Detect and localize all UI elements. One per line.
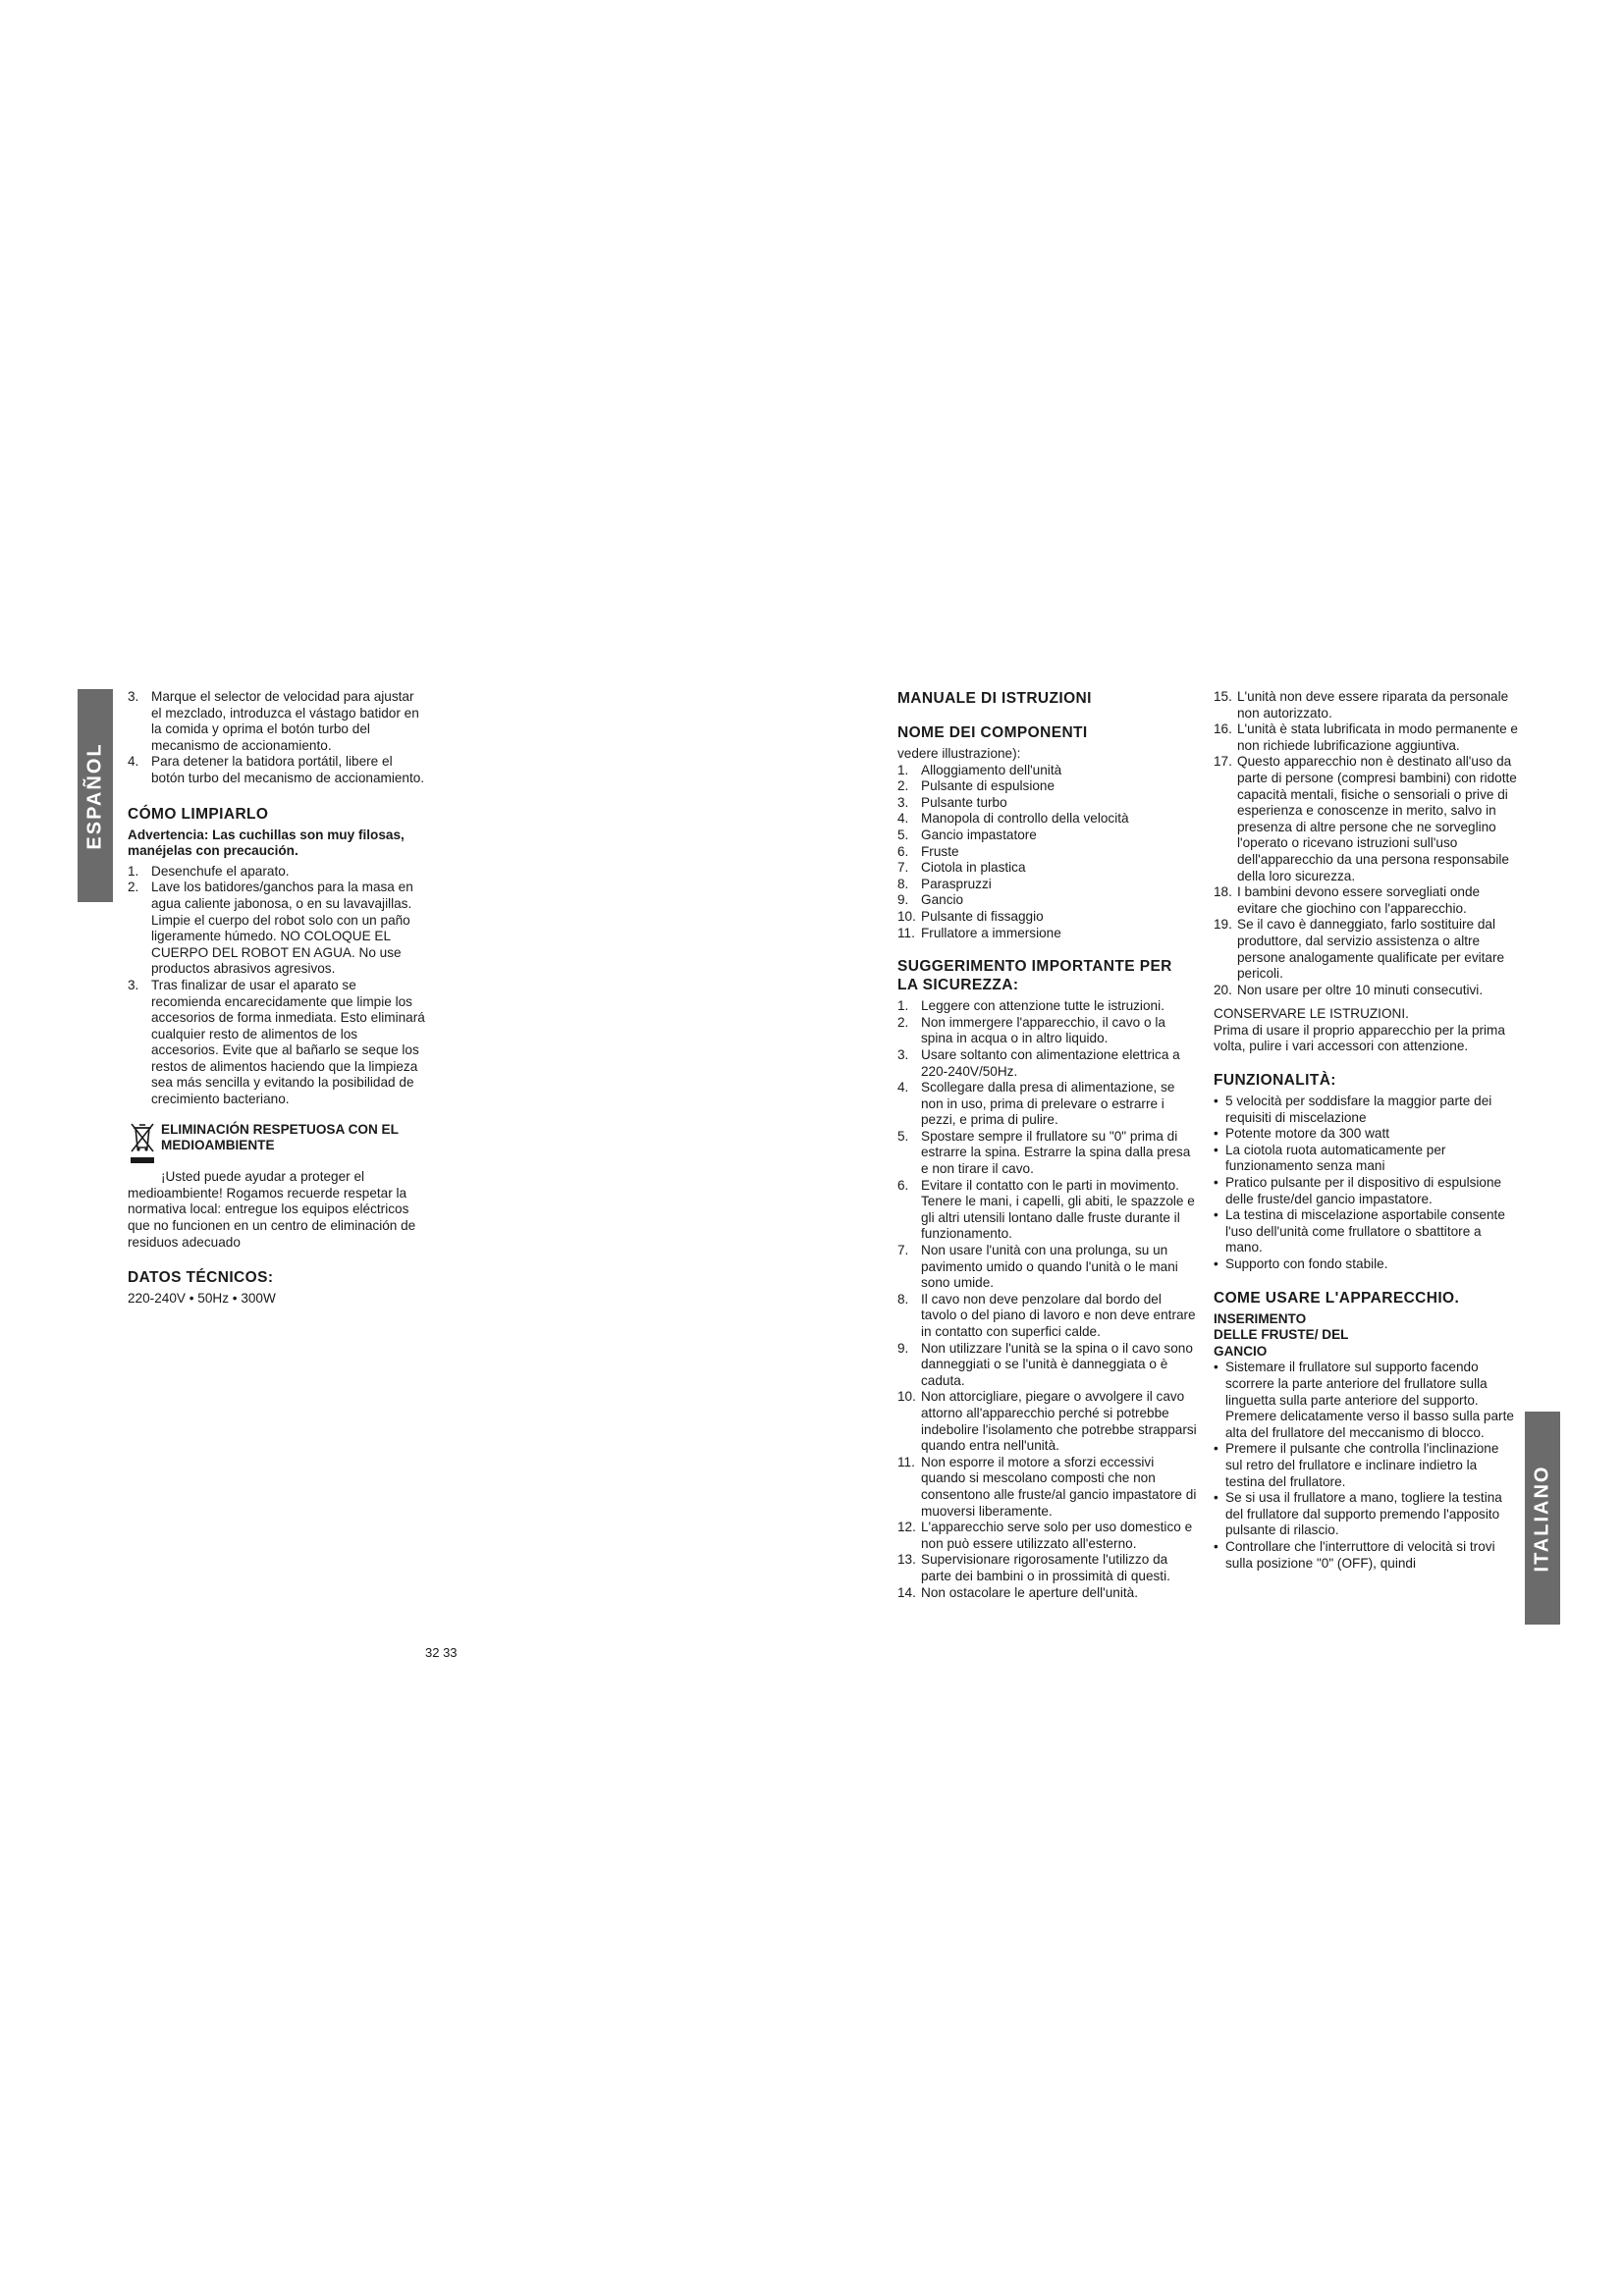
it-components-heading: NOME DEI COMPONENTI bbox=[897, 724, 1088, 741]
list-item: 1. Alloggiamento dell'unità bbox=[897, 762, 1062, 777]
list-item: 3. Marque el selector de velocidad para ajustar el mezclado, introduzca el vástago batidor en la comida y oprima el botón turbo del mecanismo de accionamiento. bbox=[128, 689, 419, 753]
list-item: 16. L'unità è stata lubrificata in modo permanente e non richiede lubrificazione aggiuntiva. bbox=[1214, 721, 1518, 753]
list-item: 5. Gancio impastatore bbox=[897, 827, 1037, 842]
list-item: • 5 velocità per soddisfare la maggior parte dei requisiti di miscelazione bbox=[1214, 1094, 1492, 1125]
es-clean-warning: Advertencia: Las cuchillas son muy filosas, manéjelas con precaución. bbox=[128, 827, 405, 859]
spanish-column bbox=[128, 689, 427, 1308]
list-item: 9. Non utilizzare l'unità se la spina o il cavo sono danneggiati o se l'unità è danneggiata o è caduta. bbox=[897, 1340, 1193, 1388]
it-safety-list-continued bbox=[1214, 689, 1518, 998]
it-safety-list bbox=[897, 998, 1197, 1601]
es-environment-text: ¡Usted puede ayudar a proteger el medioambiente! Rogamos recuerde respetar la normativa local: entregue los equipos eléctricos que no funcionen en un centro de eliminación de residuos adecuado bbox=[128, 1169, 416, 1250]
es-clean-heading: CÓMO LIMPIARLO bbox=[128, 805, 269, 823]
list-item: 4. Scollegare dalla presa di alimentazione, se non in uso, prima di prelevare o estrarre i pezzi, e prima di pulire. bbox=[897, 1080, 1175, 1128]
it-features-list bbox=[1214, 1094, 1518, 1273]
list-item: 7. Non usare l'unità con una prolunga, su un pavimento umido o quando l'unità o le mani sono umide. bbox=[897, 1243, 1178, 1291]
it-keep-text: Prima di usare il proprio apparecchio per la prima volta, pulire i vari accessori con attenzione. bbox=[1214, 1022, 1505, 1054]
list-item: 3. Tras finalizar de usar el aparato se recomienda encarecidamente que limpie los accesorios de forma inmediata. Esto eliminará cualquier resto de alimentos de los accesorios. Evite que al bañarlo se seque los restos de alimentos haciendo que la limpieza sea más sencilla y evitando la posibilidad de crecimiento bacteriano. bbox=[128, 977, 425, 1107]
list-item: 11. Frullatore a immersione bbox=[897, 925, 1061, 940]
list-item: 13. Supervisionare rigorosamente l'utilizzo da parte dei bambini o in prossimità di questi. bbox=[897, 1552, 1170, 1583]
es-environment-block bbox=[128, 1122, 427, 1170]
list-item: 3. Pulsante turbo bbox=[897, 794, 1007, 810]
list-item: 1. Desenchufe el aparato. bbox=[128, 863, 290, 879]
list-item: • Se si usa il frullatore a mano, togliere la testina del frullatore dal supporto premendo l'apposito pulsante di rilascio. bbox=[1214, 1490, 1502, 1538]
it-insert-list bbox=[1214, 1360, 1518, 1572]
list-item: 2. Lave los batidores/ganchos para la masa en agua caliente jabonosa, o en su lavavajillas. Limpie el cuerpo del robot solo con un paño ligeramente húmedo. NO COLOQUE EL CUERPO DEL ROBOT EN AGUA. No use productos abrasivos agresivos. bbox=[128, 880, 413, 977]
it-use-heading: COME USARE L'APPARECCHIO. bbox=[1214, 1289, 1460, 1307]
es-clean-list bbox=[128, 864, 427, 1108]
list-item: 12. L'apparecchio serve solo per uso domestico e non può essere utilizzato all'esterno. bbox=[897, 1520, 1193, 1551]
list-item: 6. Fruste bbox=[897, 843, 959, 859]
list-item: 2. Pulsante di espulsione bbox=[897, 778, 1056, 794]
list-item: 17. Questo apparecchio non è destinato all'uso da parte di persone (compresi bambini) con ridotte capacità mentali, fisiche o sensoriali o prive di esperienza e conoscenze in merito, salvo in presenza di altre persone che ne sorveglino l'operato o ricevano istruzioni sull'uso dell'apparecchio da una persona responsabile della loro sicurezza. bbox=[1214, 754, 1517, 883]
list-item: 2. Non immergere l'apparecchio, il cavo o la spina in acqua o in altro liquido. bbox=[897, 1014, 1165, 1046]
list-item: 19. Se il cavo è danneggiato, farlo sostituire dal produttore, dal servizio assistenza o altre persone analogamente qualificate per evitare pericoli. bbox=[1214, 917, 1505, 982]
it-features-heading: FUNZIONALITÀ: bbox=[1214, 1072, 1336, 1090]
list-item: 10. Non attorcigliare, piegare o avvolgere il cavo attorno all'apparecchio perché si potrebbe indebolire l'isolamento che potrebbe strapparsi quando entra nell'unità. bbox=[897, 1389, 1197, 1454]
list-item: 7. Ciotola in plastica bbox=[897, 860, 1026, 876]
list-item: 14. Non ostacolare le aperture dell'unità. bbox=[897, 1584, 1138, 1600]
page-numbers: 32 33 bbox=[425, 1645, 458, 1660]
italian-column-2 bbox=[1214, 689, 1518, 1572]
list-item: 8. Il cavo non deve penzolare dal bordo del tavolo o del piano di lavoro e non deve entrare in contatto con superfici calde. bbox=[897, 1291, 1196, 1339]
list-item: • Sistemare il frullatore sul supporto facendo scorrere la parte anteriore del frullatore sulla linguetta sulla parte anteriore del supporto. Premere delicatamente verso il basso sulla parte alta del frullatore del meccanismo di blocco. bbox=[1214, 1360, 1514, 1440]
it-keep-instructions: CONSERVARE LE ISTRUZIONI. bbox=[1214, 1006, 1409, 1022]
list-item: • La ciotola ruota automaticamente per funzionamento senza mani bbox=[1214, 1142, 1446, 1174]
it-components-intro: vedere illustrazione): bbox=[897, 746, 1021, 761]
it-insert-heading: INSERIMENTO DELLE FRUSTE/ DEL GANCIO bbox=[1214, 1310, 1349, 1359]
list-item: 11. Non esporre il motore a sforzi eccessivi quando si mescolano composti che non consentono alle fruste/al gancio impastatore di muoversi liberamente. bbox=[897, 1454, 1197, 1519]
it-manual-heading: MANUALE DI ISTRUZIONI bbox=[897, 690, 1092, 707]
list-item: • Premere il pulsante che controlla l'inclinazione sul retro del frullatore e inclinare indietro la testina del frullatore. bbox=[1214, 1441, 1499, 1489]
es-tech-heading: DATOS TÉCNICOS: bbox=[128, 1269, 274, 1287]
section-tab-italiano bbox=[1525, 1412, 1560, 1625]
list-item: 8. Paraspruzzi bbox=[897, 876, 992, 891]
list-item: 10. Pulsante di fissaggio bbox=[897, 908, 1044, 924]
list-item: • Potente motore da 300 watt bbox=[1214, 1126, 1390, 1142]
list-item: 20. Non usare per oltre 10 minuti consecutivi. bbox=[1214, 982, 1484, 997]
list-item: 15. L'unità non deve essere riparata da personale non autorizzato. bbox=[1214, 689, 1509, 721]
list-item: • Supporto con fondo stabile. bbox=[1214, 1256, 1388, 1271]
list-item: 18. I bambini devono essere sorvegliati onde evitare che giochino con l'apparecchio. bbox=[1214, 884, 1481, 916]
list-item: 4. Para detener la batidora portátil, libere el botón turbo del mecanismo de accionamiento. bbox=[128, 754, 425, 785]
es-intro-list bbox=[128, 689, 427, 787]
section-tab-label: ITALIANO bbox=[1531, 1465, 1553, 1572]
section-tab-espanol bbox=[78, 689, 113, 902]
es-environment-heading: ELIMINACIÓN RESPETUOSA CON EL MEDIOAMBIENTE bbox=[161, 1121, 399, 1153]
list-item: 9. Gancio bbox=[897, 892, 964, 908]
list-item: 1. Leggere con attenzione tutte le istruzioni. bbox=[897, 998, 1164, 1014]
it-safety-heading: SUGGERIMENTO IMPORTANTE PER LA SICUREZZA: bbox=[897, 958, 1172, 994]
list-item: 5. Spostare sempre il frullatore su "0" prima di estrarre la spina. Estrarre la spina dalla presa e non tirare il cavo. bbox=[897, 1128, 1191, 1177]
section-tab-label: ESPAÑOL bbox=[83, 741, 106, 850]
es-tech-specs: 220-240V • 50Hz • 300W bbox=[128, 1291, 276, 1307]
list-item: 6. Evitare il contatto con le parti in movimento. Tenere le mani, i capelli, gli abiti, le spazzole e gli altri utensili lontano dalle fruste durante il funzionamento. bbox=[897, 1177, 1195, 1242]
list-item: 3. Usare soltanto con alimentazione elettrica a 220-240V/50Hz. bbox=[897, 1046, 1180, 1079]
list-item: • La testina di miscelazione asportabile consente l'uso dell'unità come frullatore o sbattitore a mano. bbox=[1214, 1207, 1505, 1255]
list-item: 4. Manopola di controllo della velocità bbox=[897, 811, 1129, 827]
it-components-list bbox=[897, 763, 1197, 942]
list-item: • Controllare che l'interruttore di velocità si trovi sulla posizione "0" (OFF), quindi bbox=[1214, 1538, 1495, 1571]
weee-crossed-bin-icon bbox=[128, 1122, 161, 1170]
italian-column-1 bbox=[897, 689, 1197, 1601]
list-item: • Pratico pulsante per il dispositivo di espulsione delle fruste/del gancio impastatore. bbox=[1214, 1175, 1502, 1206]
